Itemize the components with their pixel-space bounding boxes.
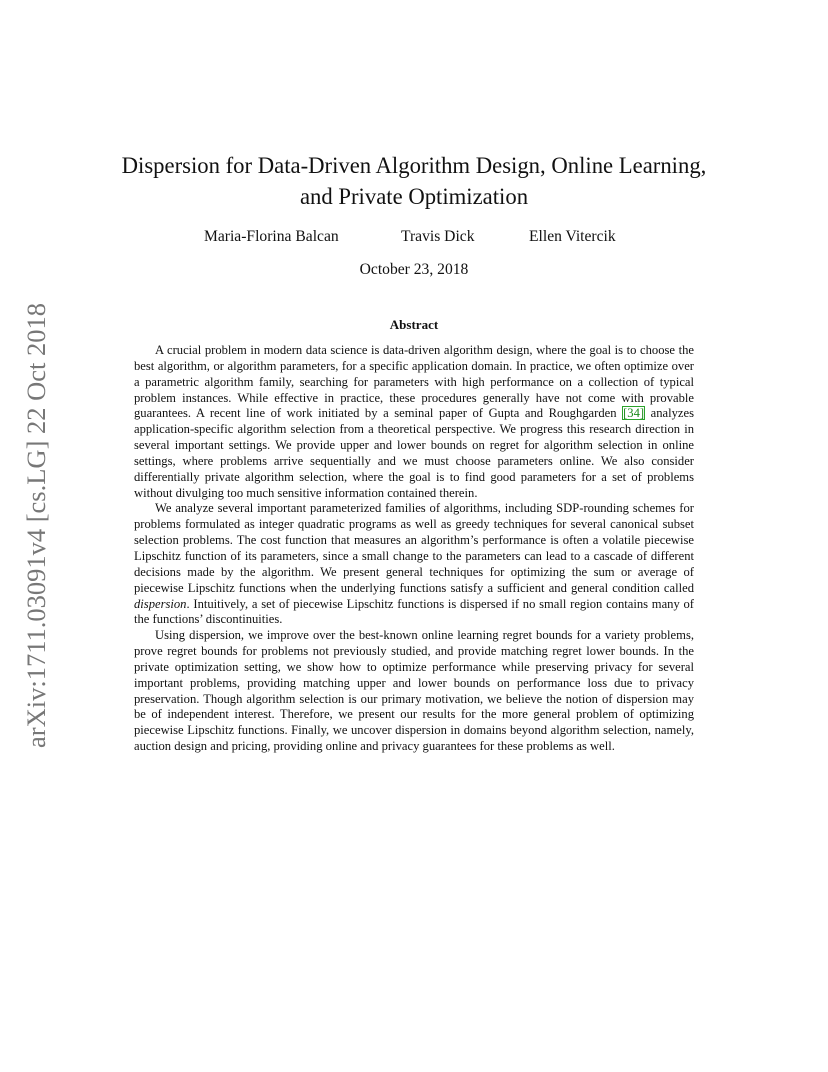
abstract-body [134, 343, 694, 755]
emphasized-term: dispersion [134, 596, 187, 611]
publication-date: October 23, 2018 [359, 261, 469, 278]
abstract-heading: Abstract [389, 317, 439, 332]
author-name: Ellen Vitercik [529, 228, 616, 245]
title-line-1: Dispersion for Data-Driven Algorithm Design, Online Learning, [121, 153, 707, 178]
abstract-paragraph-2: We analyze several important parameterized families of algorithms, including SDP-rounding schemes for problems formulated as integer quadratic programs as well as greedy techniques for several canonical subset selection problems. The cost function that measures an algorithm’s performance is often a volatile piecewise Lipschitz function of its parameters, since a small change to the parameters can lead to a cascade of different decisions made by the algorithm. We present general techniques for optimizing the sum or average of piecewise Lipschitz functions when the underlying functions satisfy a sufficient and general condition called dispersion. Intuitively, a set of piecewise Lipschitz functions is dispersed if no small region contains many of the functions’ discontinuities. [134, 501, 694, 627]
title-line-2: and Private Optimization [299, 184, 529, 209]
arxiv-identifier-stamp: arXiv:1711.03091v4 [cs.LG] 22 Oct 2018 [21, 302, 51, 748]
citation-link[interactable]: [34] [623, 406, 645, 421]
paper-title [100, 150, 728, 212]
author-name: Travis Dick [401, 228, 475, 245]
author-name: Maria-Florina Balcan [204, 228, 339, 245]
abstract-paragraph-1: A crucial problem in modern data science is data-driven algorithm design, where the goal is to choose the best algorithm, or algorithm parameters, for a specific application domain. In practice, we often optimize over a parametric algorithm family, searching for parameters with high performance on a collection of typical problem instances. While effective in practice, these procedures generally have not come with provable guarantees. A recent line of work initiated by a seminal paper of Gupta and Roughgarden [34] analyzes application-specific algorithm selection from a theoretical perspective. We progress this research direction in several important settings. We provide upper and lower bounds on regret for algorithm selection in online settings, where problems arrive sequentially and we must choose parameters online. We also consider differentially private algorithm selection, where the goal is to find good parameters for a set of problems without divulging too much sensitive information contained therein. [134, 343, 694, 500]
abstract-paragraph-3: Using dispersion, we improve over the best-known online learning regret bounds for a variety problems, prove regret bounds for problems not previously studied, and provide matching regret lower bounds. In the private optimization setting, we show how to optimize performance while preserving privacy for several important problems, providing matching upper and lower bounds on performance loss due to privacy preservation. Though algorithm selection is our primary motivation, we believe the notion of dispersion may be of independent interest. Therefore, we present our results for the more general problem of optimizing piecewise Lipschitz functions. Finally, we uncover dispersion in domains beyond algorithm selection, namely, auction design and pricing, providing online and privacy guarantees for these problems as well. [134, 628, 694, 754]
